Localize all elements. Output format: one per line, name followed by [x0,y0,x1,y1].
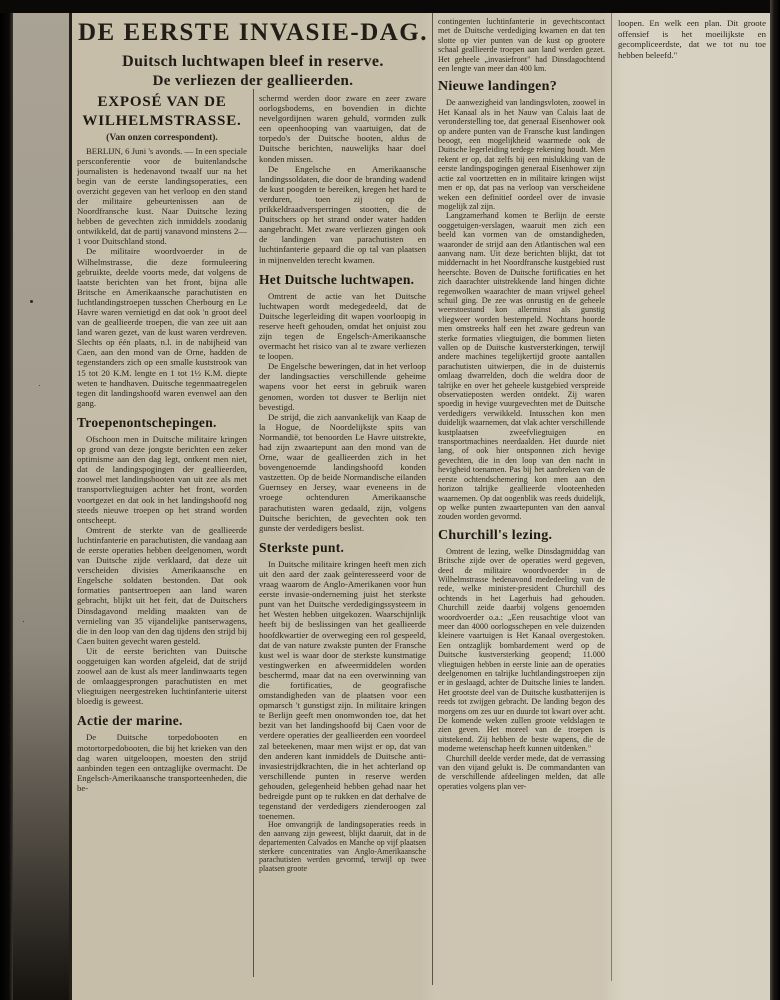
paragraph: De Duitsche torpedobooten en motortorpedobooten, die bij het krieken van den dag waren uitgeloopen, moesten den strijd aanbinden tegen een ontzaglijke overmacht. De Engelsch-Amerikaansche transporteenheden, die be- [77,732,247,793]
byline: (Van onzen correspondent). [106,132,218,143]
section-title-line: WILHELMSTRASSE. [82,112,242,129]
sub-headline: De verliezen der geallieerden. [152,72,354,89]
section-heading: Actie der marine. [77,713,183,729]
paragraph: Langzamerhand komen te Berlijn de eerste ooggetuigen-verslagen, waaruit men zich een beeld kan vormen van de omstandigheden, waaronder de strijd aan den Atlantischen wal een aanvang nam. Uit deze berichten blijkt, dat tot middernacht in het Noordfransche kustgebied rust heerschte. Boven de Duitsche fortificaties en het zich daarachter uitstrekkende land hingen dichte regenwolken waarachter de maan vrijwel geheel schuil ging. De zee was onrustig en de geheele weerstoestand kon allerminst als gunstig vliegweer worden bestempeld. Nochtans hoorde men omstreeks half een het zware gedreun van sterke formaties vliegtuigen, die bommen lieten vallen op de Duitsche kustversterkingen, terwijl andere machines tegelijkertijd groote aantallen parachutisten uitwierpen, die in de duisternis omlaag dwarrelden, doch die weldra door de talrijke en over het geheele kustgebied verspreide observatieposten werden ontdekt. Zij waren spoedig in hevige vuurgevechten met de Duitsche verdedigers verwikkeld. Intusschen kon men duidelijk waarnemen, dat vlak achter verschillende kustplaatsen zweefvliegtuigen en transportmachines neerdaalden. Het duurde niet lang, of ook hier ontsponnen zich hevige gevechten, die in den loop van den nacht in hevigheid toenamen. Pas bij het aanbreken van de eerste ochtendschemering kon men aan den horizon talrijke geallieerde vlooteenheden waarnemen. Op dat oogenblik was reeds duidelijk, op welke punten zwaartepunten van den aanval zouden worden gevormd. [438,211,605,522]
article-column-4 [618,18,766,108]
section-heading: Troepenontschepingen. [77,414,217,430]
article-column-2 [259,93,426,988]
paragraph: De Engelsche en Amerikaansche landingssoldaten, die door de branding wadend de kust poogden te bereiken, kregen het hard te verduren, toen zij op de prikkeldraadversperringen stootten, die de Duitschers op het strand onder water hadden aangebracht. Met zware verliezen gingen ook de landingen van parachutisten en luchtinfanterie gepaard die op tal van plaatsen in mijnenvelden terecht kwamen. [259,163,426,265]
paragraph: Omtrent de actie van het Duitsche luchtwapen wordt medegedeeld, dat de Duitsche legerleiding dit wapen voorloopig in reserve heeft gehouden, omdat het onjuist zou zijn tegen de Engelsch-Amerikaansche overmacht het risico van al te zware verliezen te loopen. [259,290,426,362]
section-heading: Sterkste punt. [259,539,345,555]
column-divider [611,13,612,981]
scan-left-margin [0,0,72,1000]
column-divider [432,13,433,985]
sub-headline: Duitsch luchtwapen bleef in reserve. [122,52,384,70]
column-divider [253,89,254,977]
paragraph: Omtrent de sterkte van de geallieerde luchtinfanterie en parachutisten, die vandaag aan de eerste operaties hebben deelgenomen, wordt van Duitsche zijde verklaard, dat deze uit verscheiden divisies Amerikaansche en Engelsche soldaten bestonden. Dat ook formaties pantsertroepen aan land waren gebracht, blijkt uit het feit, dat de Duitschers Dinsdagavond melding maakten van de vernieling van 35 vijandelijke pantserwagens, die in den loop van den dag tijdens den strijd bij Caen buiten gevecht waren gesteld. [77,524,247,646]
section-heading: Het Duitsche luchtwapen. [259,271,415,287]
section-heading: Churchill's lezing. [438,527,553,543]
scan-right-edge [770,0,780,1000]
scan-speck [30,300,33,303]
section-heading: Nieuwe landingen? [438,79,558,95]
paragraph: loopen. En welk een plan. Dit groote offensief is het moeilijkste en gecompliceerdste, dat we tot nu toe hebben beleefd." [618,18,766,60]
paragraph: De aanwezigheid van landingsvloten, zoowel in Het Kanaal als in het Nauw van Calais laat de veronderstelling toe, dat generaal Eisenhower ook op andere punten van de Fransche kust landingen beoogt, een mogelijkheid waarmede ook de Duitsche legerleiding terdege rekening houdt. Men rekent er op, dat zelfs bij een mislukking van de eerste landingspogingen generaal Eisenhower zijn actie zal voortzetten en in militaire kringen wijst men er op, dat pas na verloop van verscheidene weken een definitief oordeel over de invasie mogelijk zal zijn. [438,98,605,211]
paragraph: Omtrent de lezing, welke Dinsdagmiddag van Britsche zijde over de operaties werd gegeven, deed de militaire woordvoerder in de Wilhelmstrasse hedenavond mededeeling van de rede, welke minister-president Churchill des ochtends in het Lagerhuis had gehouden. Churchill zeide daarbij volgens genoemden woordvoerder o.a.: „Een reusachtige vloot van meer dan 4000 oorlogsschepen en vele duizenden kleinere vaartuigen is Het Kanaal overgestoken. Een ontzaglijk bombardement werd op de Duitsche kustversterking geopend; 11.000 vliegtuigen hebben in eerste linie aan de operaties deelgenomen en talrijke luchtlandingstroepen zijn er in geslaagd, achter de Duitsche linies te landen. Het grootste deel van de Duitsche kustbatterijen is reeds tot zwijgen gebracht. De landing begon des morgens om zes uur en duurde tot kwart over acht. De komende weken zullen groote veldslagen te zien geven. Het moreel van de troepen is uitstekend. Zij hebben de beste wapens, die de moderne wetenschap heeft kunnen uitdenken." [438,546,605,754]
masthead [75,19,431,90]
paragraph: Uit de eerste berichten van Duitsche ooggetuigen kan worden afgeleid, dat de strijd zoowel aan de kust als meer landinwaarts tegen de omlaaggesprongen parachutisten en met vliegtuigen neergestreken luchtinfanterie uiterst bloedig is geweest. [77,645,247,707]
paragraph: BERLIJN, 6 Juni 's avonds. — In een speciale persconferentie voor de buitenlandsche journalisten is hedenavond twaalf uur na het begin van de eerste landingsoperaties, een overzicht gegeven van het verloop en den stand der militaire gebeurtenissen aan de Noordfransche kust. Naar Duitsche lezing hebben de gevechten zich inmiddels zoodanig ontwikkeld, dat de partij vanavond minstens 2—1 voor Duitschland stond. [77,145,247,247]
section-title-line: EXPOSÉ VAN DE [97,94,227,110]
paragraph: De strijd, die zich aanvankelijk van Kaap de la Hogue, de Noordelijkste spits van Normandië, tot benoorden Le Havre uitstrekte, had zijn zwaartepunt aan den mond van de Orne, waar de geallieerden zich in het bovengenoemde landingshoofd konden vastzetten. Op de beide Normandische eilanden Guernsey en Jersey, waar eveneens in de vroege ochtenduren Amerikaansche parachutisten waren gedaald, zijn, volgens Duitsche berichten, de gevechten ook ten gunste der verdedigers beslist. [259,411,426,533]
paragraph: Churchill deelde verder mede, dat de verrassing van den vijand gelukt is. De commandanten van de verschillende afdeelingen melden, dat alle operaties volgens plan ver- [438,753,605,791]
paragraph: In Duitsche militaire kringen heeft men zich uit den aard der zaak geïnteresseerd voor de vraag waarom de Anglo-Amerikanen voor hun eerste invasie-onderneming juist het sterkste punt van het Duitsche verdedigingssysteem in het Westen hebben uitgekozen. Waarschijnlijk heeft bij de beslissingen van het geallieerde hoofdkwartier de overweging een rol gespeeld, dat de van nature zwakste punten der Fransche kust wel is waar door de sterkste kunstmatige vestingwerken en afweermiddelen worden beschermd, maar dat na een overwinning van die fortificaties, de geografische omstandigheden van de plaatsen voor een opmarsch 't gunstigst zijn. In militaire kringen te Berlijn geeft men onomwonden toe, dat het bezit van het landingshoofd bij Caen voor de verdere operaties der geallieerden een voordeel zal beteekenen, maar men wijst er op, dat van den anderen kant inmiddels de Duitsche anti-invasiestrijdkrachten, die in het achterland op verschillende punten in reserve werden gehouden, gelegenheid hebben gehad naar het bedreigde punt op te rukken en dat derhalve de tegenstand der verdedigers zienderoogen zal toenemen. [259,558,426,822]
paragraph: Ofschoon men in Duitsche militaire kringen op grond van deze jongste berichten een zeker optimisme aan den dag legt, ontkent men niet, dat de landingspogingen der geallieerden, zoowel met landingsbooten van uit zee als met transportvliegtuigen achter het front, worden voortgezet en dat ook in het landingshoofd nog steeds nieuwe troepen op het strand worden ontscheept. [77,433,247,525]
paragraph: De Engelsche beweringen, dat in het verloop der landingsacties verschillende geheime wapens voor het eerst in gebruik waren genomen, worden tot dusver te Berlijn niet bevestigd. [259,361,426,412]
paragraph: De militaire woordvoerder in de Wilhelmstrasse, die deze formuleering gebruikte, deelde voorts mede, dat volgens de laatste berichten van het front, bijna alle Britsche en Amerikaansche parachutisten en luchtlandingstroepen tusschen Cherbourg en Le Havre waren vernietigd en dat ook 'n groot deel van de geallieerde troepen, die van zee uit aan land waren gezet, van de kust waren verdreven. Slechts op één plaats, n.l. in de nabijheid van Caen, aan den mond van de Orne, hadden de tegenstanders zich op een smalle kuststrook van 15 tot 20 K.M. lengte en 1 tot 1½ K.M. diepte weten te handhaven. Duitsche tegenmaatregelen tegen dit landingshoofd waren evenwel aan den gang. [77,246,247,408]
paragraph: Hoe omvangrijk de landingsoperaties reeds in den aanvang zijn geweest, blijkt daaruit, dat in de departementen Calvados en Manche op vijf plaatsen sterkere concentraties van Anglo-Amerikaansche parachutisten werden gevormd, terwijl op twee plaatsen groote [259,820,426,874]
article-column-1 [77,93,247,983]
newspaper-page [72,13,770,1000]
main-headline: DE EERSTE INVASIE-DAG. [78,19,428,46]
article-column-3 [438,17,605,992]
scan-top-edge [0,0,780,13]
section-title [77,93,247,131]
paragraph: schermd werden door zware en zeer zware oorlogsbodems, en bovendien in dichte nevelgordijnen waren gehuld, vormden zulk een opeenhooping van vaartuigen, dat de torpedo's der Duitsche booten, aldus de Duitsche berichten, nauwelijks haar doel konden missen. [259,93,426,164]
paragraph: contingenten luchtinfanterie in gevechtscontact met de Duitsche verdediging kwamen en dat ten slotte op vier punten van de kust op grootere schaal geallieerde troepen aan land werden gezet. Het geheele „invasiefront" had Dinsdagochtend een lengte van meer dan 400 km. [438,17,605,74]
